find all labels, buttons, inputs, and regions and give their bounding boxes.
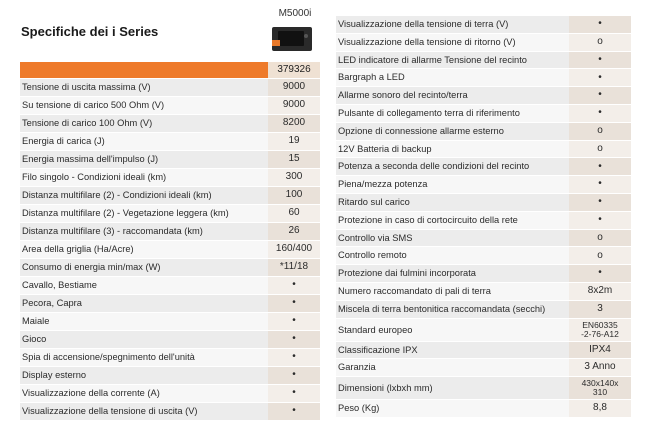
spec-value: *11/18 xyxy=(268,259,320,276)
model-code-row xyxy=(20,62,320,79)
spec-label: Visualizzazione della tensione di ritorno (V) xyxy=(336,34,569,51)
spec-value: 60 xyxy=(268,205,320,222)
spec-label: Distanza multifilare (3) - raccomandata (km) xyxy=(20,223,268,240)
spec-value: 19 xyxy=(268,133,320,150)
spec-value: 100 xyxy=(268,187,320,204)
spec-label: Distanza multifilare (2) - Condizioni ideali (km) xyxy=(20,187,268,204)
spec-value: 15 xyxy=(268,151,320,168)
spec-row xyxy=(20,259,320,277)
spec-label: LED indicatore di allarme Tensione del recinto xyxy=(336,52,569,69)
spec-label: Cavallo, Bestiame xyxy=(20,277,268,294)
spec-value: • xyxy=(569,194,631,211)
spec-label: Maiale xyxy=(20,313,268,330)
spec-value: 26 xyxy=(268,223,320,240)
spec-label: Ritardo sul carico xyxy=(336,194,569,211)
energizer-product-image xyxy=(270,24,314,54)
spec-row xyxy=(336,52,631,70)
spec-row xyxy=(336,301,631,319)
spec-label: Su tensione di carico 500 Ohm (V) xyxy=(20,97,268,114)
spec-label: Energia di carica (J) xyxy=(20,133,268,150)
spec-row xyxy=(20,223,320,241)
spec-row xyxy=(20,115,320,133)
spec-label: Consumo di energia min/max (W) xyxy=(20,259,268,276)
spec-row xyxy=(20,97,320,115)
spec-row xyxy=(336,123,631,141)
spec-label: Standard europeo xyxy=(336,319,569,341)
spec-value: 9000 xyxy=(268,79,320,96)
spec-label: Garanzia xyxy=(336,359,569,376)
spec-label: Filo singolo - Condizioni ideali (km) xyxy=(20,169,268,186)
spec-value: 3 Anno xyxy=(569,359,631,376)
spec-value: 430x140x 310 xyxy=(569,377,631,399)
spec-label: Bargraph a LED xyxy=(336,69,569,86)
spec-value: • xyxy=(268,367,320,384)
spec-label: Distanza multifilare (2) - Vegetazione leggera (km) xyxy=(20,205,268,222)
specs-table-right xyxy=(336,16,631,418)
spec-value: 8,8 xyxy=(569,400,631,417)
spec-row xyxy=(20,241,320,259)
spec-label: Tensione di carico 100 Ohm (V) xyxy=(20,115,268,132)
spec-row xyxy=(336,158,631,176)
spec-row xyxy=(20,331,320,349)
spec-label: Visualizzazione della tensione di terra (V) xyxy=(336,16,569,33)
spec-row xyxy=(20,79,320,97)
spec-label: Protezione dai fulmini incorporata xyxy=(336,265,569,282)
spec-value: • xyxy=(569,52,631,69)
spec-label: Area della griglia (Ha/Acre) xyxy=(20,241,268,258)
spec-label: Display esterno xyxy=(20,367,268,384)
spec-label: Energia massima dell'impulso (J) xyxy=(20,151,268,168)
spec-value: • xyxy=(569,69,631,86)
spec-value: o xyxy=(569,230,631,247)
spec-value: • xyxy=(268,295,320,312)
spec-label: Classificazione IPX xyxy=(336,342,569,359)
spec-label: Spia di accensione/spegnimento dell'unità xyxy=(20,349,268,366)
spec-label: Visualizzazione della tensione di uscita (V) xyxy=(20,403,268,420)
spec-value: • xyxy=(569,16,631,33)
model-code: 379326 xyxy=(268,62,320,78)
spec-row xyxy=(336,141,631,159)
spec-value: • xyxy=(268,349,320,366)
spec-row xyxy=(20,367,320,385)
spec-row xyxy=(20,385,320,403)
spec-row xyxy=(336,87,631,105)
spec-row xyxy=(336,230,631,248)
spec-label: Gioco xyxy=(20,331,268,348)
spec-row xyxy=(336,105,631,123)
spec-value: o xyxy=(569,123,631,140)
spec-value: • xyxy=(569,212,631,229)
spec-value: • xyxy=(569,158,631,175)
spec-label: Protezione in caso di cortocircuito della rete xyxy=(336,212,569,229)
spec-row xyxy=(20,349,320,367)
spec-row xyxy=(336,212,631,230)
spec-row xyxy=(336,342,631,360)
spec-label: Piena/mezza potenza xyxy=(336,176,569,193)
spec-label: Potenza a seconda delle condizioni del recinto xyxy=(336,158,569,175)
spec-row xyxy=(20,313,320,331)
spec-value: • xyxy=(569,265,631,282)
page-title: Specifiche dei i Series xyxy=(21,24,159,39)
spec-label: Miscela di terra bentonitica raccomandata (secchi) xyxy=(336,301,569,318)
spec-row xyxy=(336,34,631,52)
spec-label: Controllo remoto xyxy=(336,247,569,264)
specs-table-left xyxy=(20,62,320,421)
spec-value: 300 xyxy=(268,169,320,186)
spec-value: IPX4 xyxy=(569,342,631,359)
spec-row xyxy=(336,377,631,400)
spec-row xyxy=(20,151,320,169)
spec-value: • xyxy=(569,87,631,104)
spec-row xyxy=(20,169,320,187)
spec-row xyxy=(336,69,631,87)
spec-row xyxy=(20,133,320,151)
spec-row xyxy=(336,359,631,377)
spec-row xyxy=(336,283,631,301)
spec-row xyxy=(336,265,631,283)
spec-row xyxy=(336,319,631,342)
spec-value: • xyxy=(268,403,320,420)
spec-label: Dimensioni (lxbxh mm) xyxy=(336,377,569,399)
spec-label: Pecora, Capra xyxy=(20,295,268,312)
spec-value: 8x2m xyxy=(569,283,631,300)
spec-row xyxy=(20,295,320,313)
spec-row xyxy=(336,194,631,212)
spec-label: 12V Batteria di backup xyxy=(336,141,569,158)
spec-value: • xyxy=(268,277,320,294)
spec-row xyxy=(336,16,631,34)
spec-value: o xyxy=(569,247,631,264)
spec-value: • xyxy=(268,385,320,402)
spec-value: • xyxy=(268,331,320,348)
spec-value: • xyxy=(569,176,631,193)
spec-label: Visualizzazione della corrente (A) xyxy=(20,385,268,402)
model-name: M5000i xyxy=(278,8,312,19)
spec-label: Controllo via SMS xyxy=(336,230,569,247)
spec-label: Numero raccomandato di pali di terra xyxy=(336,283,569,300)
spec-value: EN60335 -2-76-A12 xyxy=(569,319,631,341)
spec-value: 8200 xyxy=(268,115,320,132)
spec-value: • xyxy=(268,313,320,330)
spec-label: Opzione di connessione allarme esterno xyxy=(336,123,569,140)
spec-label: Allarme sonoro del recinto/terra xyxy=(336,87,569,104)
spec-row xyxy=(20,403,320,421)
spec-row xyxy=(336,400,631,418)
spec-value: o xyxy=(569,141,631,158)
spec-value: 9000 xyxy=(268,97,320,114)
spec-row xyxy=(20,205,320,223)
spec-value: o xyxy=(569,34,631,51)
spec-label: Peso (Kg) xyxy=(336,400,569,417)
spec-row xyxy=(20,187,320,205)
spec-value: • xyxy=(569,105,631,122)
spec-row xyxy=(336,247,631,265)
spec-label: Tensione di uscita massima (V) xyxy=(20,79,268,96)
spec-row xyxy=(20,277,320,295)
spec-row xyxy=(336,176,631,194)
spec-label: Pulsante di collegamento terra di riferimento xyxy=(336,105,569,122)
spec-value: 160/400 xyxy=(268,241,320,258)
spec-value: 3 xyxy=(569,301,631,318)
